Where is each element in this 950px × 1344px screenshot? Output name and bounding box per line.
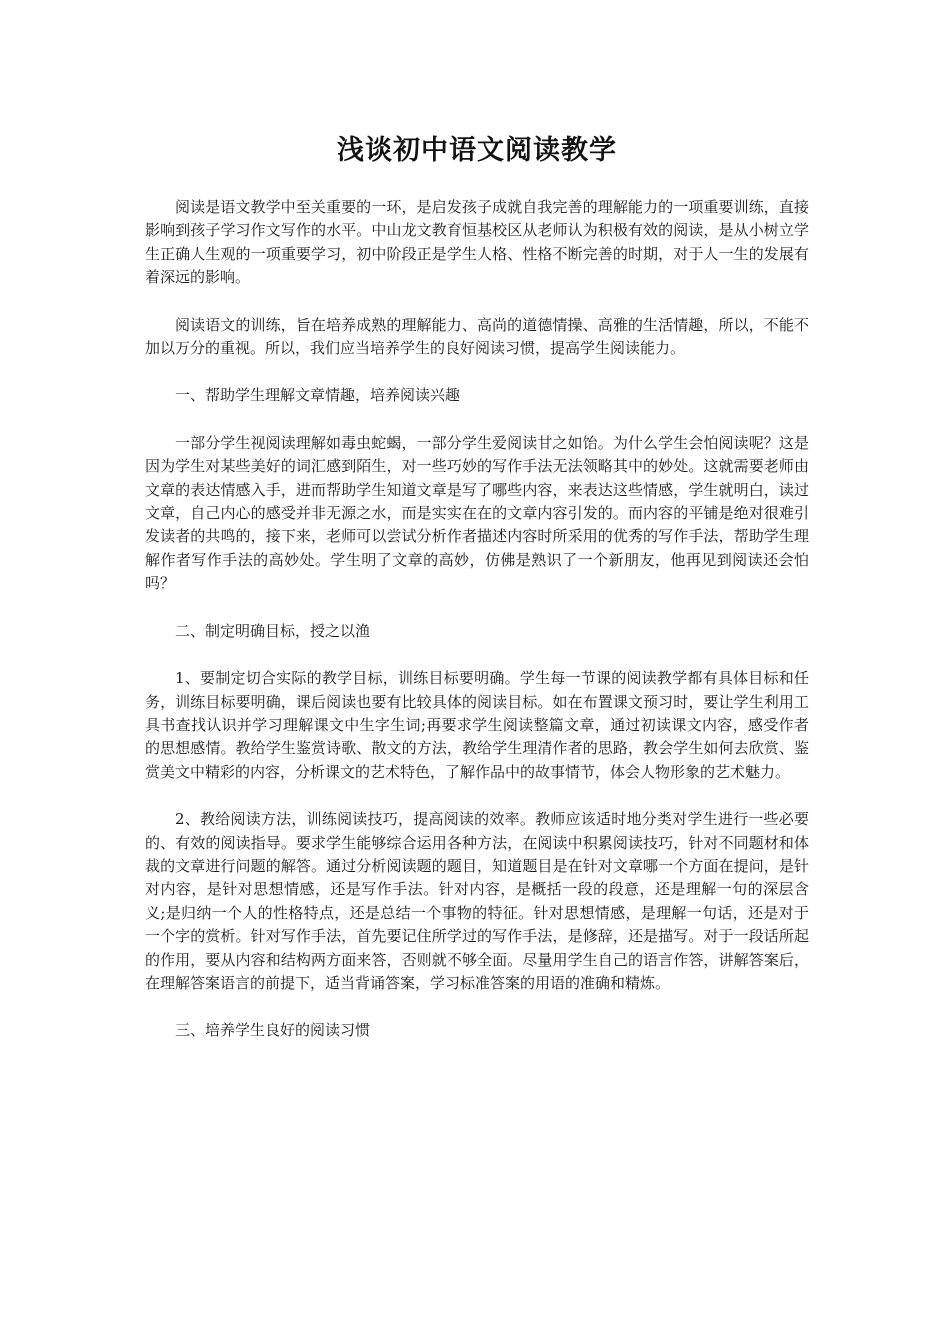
spacer	[145, 784, 809, 808]
document-page	[145, 0, 809, 1043]
section-heading-2: 二、制定明确目标，授之以渔	[175, 621, 371, 640]
document-title: 浅谈初中语文阅读教学	[337, 135, 617, 166]
paragraph-training: 阅读语文的训练，旨在培养成熟的理解能力、高尚的道德情操、高雅的生活情趣，所以，不能不加以万分的重视。所以，我们应当培养学生的良好阅读习惯，提高学生阅读能力。	[145, 315, 809, 358]
spacer	[145, 596, 809, 620]
spacer	[145, 643, 809, 667]
paragraph-section-1: 一部分学生视阅读理解如毒虫蛇蝎，一部分学生爱阅读甘之如饴。为什么学生会怕阅读呢？这是因为学生对某些美好的词汇感到陌生，对一些巧妙的写作手法无法领略其中的妙处。这就需要老师由文章的表达情感入手，进而帮助学生知道文章是写了哪些内容，来表达这些情感，学生就明白，读过文章，自己内心的感受并非无源之水，而是实实在在的文章内容引发的。而内容的平铺是绝对很难引发读者的共鸣的，接下来，老师可以尝试分析作者描述内容时所采用的优秀的写作手法，帮助学生理解作者写作手法的高妙处。学生明了文章的高妙，仿佛是熟识了一个新朋友，他再见到阅读还会怕吗？	[145, 433, 809, 593]
paragraph-section-2-item-1: 1、要制定切合实际的教学目标，训练目标要明确。学生每一节课的阅读教学都有具体目标和任务，训练目标要明确，课后阅读也要有比较具体的阅读目标。如在布置课文预习时，要让学生利用工具书查找认识并学习理解课文中生字生词;再要求学生阅读整篇文章，通过初读课文内容，感受作者的思想感情。教给学生鉴赏诗歌、散文的方法，教给学生理清作者的思路，教会学生如何去欣赏、鉴赏美文中精彩的内容，分析课文的艺术特色，了解作品中的故事情节，体会人物形象的艺术魅力。	[145, 669, 809, 781]
section-heading-3: 三、培养学生良好的阅读习惯	[175, 1021, 371, 1040]
spacer	[145, 995, 809, 1019]
section-heading-1: 一、帮助学生理解文章情趣，培养阅读兴趣	[175, 386, 461, 405]
spacer	[145, 169, 809, 196]
spacer	[145, 290, 809, 314]
spacer	[145, 408, 809, 432]
spacer	[145, 360, 809, 384]
paragraph-section-2-item-2: 2、教给阅读方法，训练阅读技巧，提高阅读的效率。教师应该适时地分类对学生进行一些必要的、有效的阅读指导。要求学生能够综合运用各种方法，在阅读中积累阅读技巧，针对不同题材和体裁的文章进行问题的解答。通过分析阅读题的题目，知道题目是在针对文章哪一个方面在提问，是针对内容，是针对思想情感，还是写作手法。针对内容，是概括一段的段意，还是理解一句的深层含义;是归纳一个人的性格特点，还是总结一个事物的特征。针对思想情感，是理解一句话，还是对于一个字的赏析。针对写作手法，首先要记住所学过的写作手法，是修辞，还是描写。对于一段话所起的作用，要从内容和结构两方面来答，否则就不够全面。尽量用学生自己的语言作答，讲解答案后，在理解答案语言的前提下，适当背诵答案，学习标准答案的用语的准确和精炼。	[145, 810, 809, 992]
paragraph-intro: 阅读是语文教学中至关重要的一环，是启发孩子成就自我完善的理解能力的一项重要训练，直接影响到孩子学习作文写作的水平。中山龙文教育恒基校区从老师认为积极有效的阅读，是从小树立学生正确人生观的一项重要学习，初中阶段正是学生人格、性格不断完善的时期，对于人一生的发展有着深远的影响。	[145, 198, 809, 287]
